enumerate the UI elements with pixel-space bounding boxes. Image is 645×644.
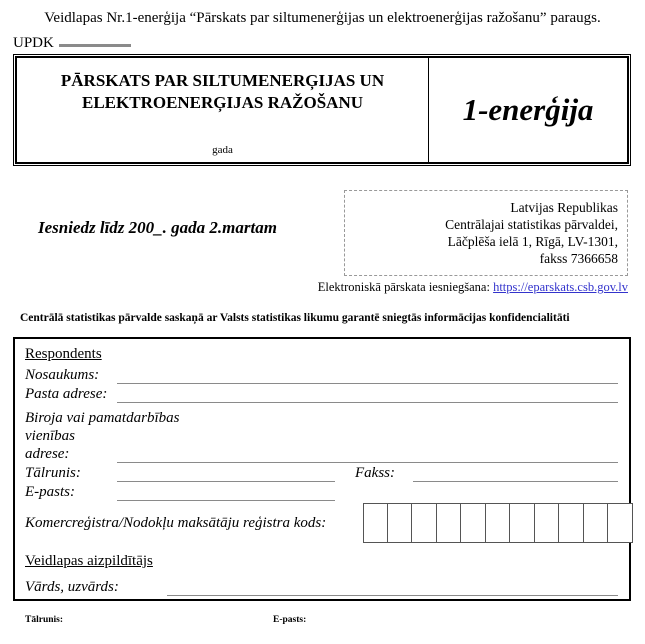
registration-code-cell[interactable] (363, 503, 388, 543)
form-code-cell (429, 58, 627, 162)
form-code: 1-enerģija (462, 92, 594, 127)
registration-code-label: Komercreģistra/Nodokļu maksātāju reģistra kods: (25, 514, 327, 531)
name-input-line[interactable] (117, 369, 618, 384)
registration-code-cell[interactable] (584, 503, 609, 543)
registration-code-cells (363, 503, 633, 543)
recipient-address-box (344, 190, 628, 276)
filler-email-label: E-pasts: (273, 615, 307, 625)
office-field-row (25, 427, 618, 463)
email-field-row (25, 483, 618, 501)
year-label: gada (212, 144, 233, 156)
phone-input-line[interactable] (117, 467, 335, 482)
recipient-line: fakss 7366658 (539, 251, 618, 266)
registration-code-cell[interactable] (486, 503, 511, 543)
registration-code-cell[interactable] (535, 503, 560, 543)
name-field-row (25, 366, 618, 384)
registration-code-cell[interactable] (559, 503, 584, 543)
filler-name-row (25, 578, 618, 596)
submission-deadline: Iesniedz līdz 200_. gada 2.martam (38, 218, 277, 237)
name-label: Nosaukums: (25, 367, 100, 383)
phone-fax-row (25, 464, 618, 482)
registration-code-cell[interactable] (412, 503, 437, 543)
registration-code-cell[interactable] (608, 503, 633, 543)
phone-label: Tālrunis: (25, 465, 81, 481)
header-title-cell (17, 58, 429, 162)
updk-fill-line[interactable] (59, 35, 131, 47)
office-address-label-line2: vienības adrese: (25, 428, 75, 462)
office-address-label-line1: Biroja vai pamatdarbības (25, 410, 180, 426)
filler-name-input-line[interactable] (167, 581, 618, 596)
header-box (13, 54, 631, 166)
report-title: PĀRSKATS PAR SILTUMENERĢIJAS UN ELEKTROENERĢIJAS RAŽOŠANU (60, 71, 385, 112)
recipient-line: Lāčplēša ielā 1, Rīgā, LV-1301, (447, 234, 618, 249)
updk-row (13, 35, 645, 54)
registration-code-cell[interactable] (437, 503, 462, 543)
recipient-line: Latvijas Republikas (510, 200, 618, 215)
registration-code-cell[interactable] (510, 503, 535, 543)
postal-address-input-line[interactable] (117, 388, 618, 403)
updk-label: UPDK (13, 35, 54, 51)
recipient-line: Centrālajai statistikas pārvaldei, (445, 217, 618, 232)
filler-name-label: Vārds, uzvārds: (25, 579, 119, 595)
header-box-inner (15, 56, 629, 164)
filler-phone-label: Tālrunis: (25, 615, 64, 625)
fax-label: Fakss: (355, 465, 395, 481)
respondent-form-box (13, 337, 631, 625)
postal-address-label: Pasta adrese: (25, 386, 108, 402)
electronic-submission-label: Elektroniskā pārskata iesniegšana: (317, 280, 490, 294)
email-label: E-pasts: (25, 484, 75, 500)
registration-code-cell[interactable] (388, 503, 413, 543)
office-address-input-line[interactable] (117, 448, 618, 463)
filler-heading: Veidlapas aizpildītājs (25, 553, 153, 569)
respondent-heading: Respondents (25, 346, 102, 362)
form-sample-caption: Veidlapas Nr.1-enerģija “Pārskats par siltumenerģijas un elektroenerģijas ražošanu” paraugs. (44, 10, 601, 26)
confidentiality-note: Centrālā statistikas pārvalde saskaņā ar Valsts statistikas likumu garantē sniegtās informācijas konfidencialitāti (20, 312, 570, 324)
eparskats-link[interactable]: https://eparskats.csb.gov.lv (493, 280, 628, 294)
electronic-submission-row (0, 280, 628, 295)
email-input-line[interactable] (117, 486, 335, 501)
submission-row (13, 190, 628, 276)
filler-contact-row (25, 615, 618, 625)
postal-field-row (25, 385, 618, 403)
fax-input-line[interactable] (413, 467, 618, 482)
registration-code-row (25, 503, 618, 543)
registration-code-cell[interactable] (461, 503, 486, 543)
